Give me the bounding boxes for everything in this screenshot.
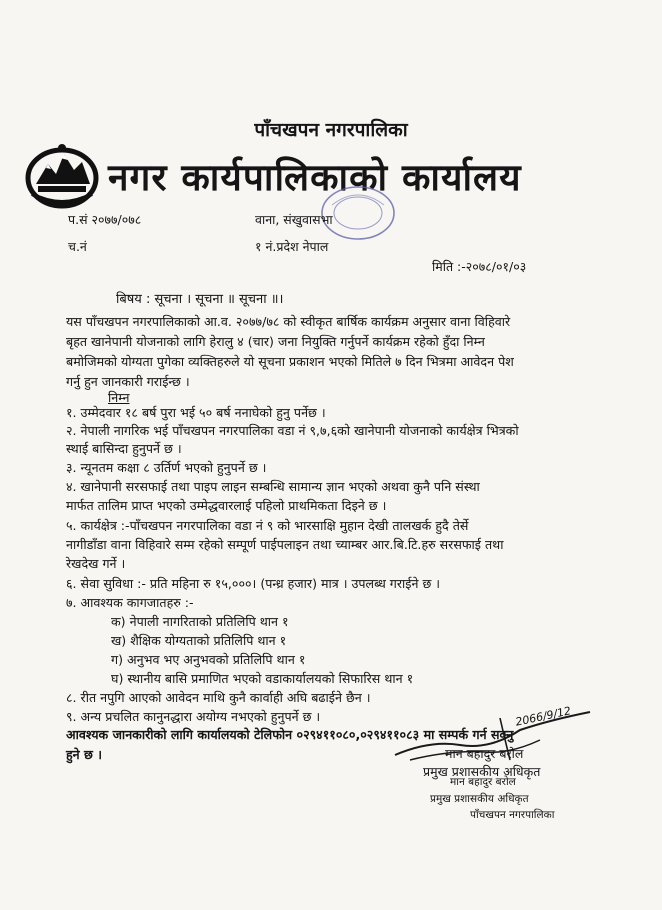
list-item: मार्फत तालिम प्राप्त भएको उम्मेद्धवारलाई पहिलो प्राथमिकता दिइने छ । xyxy=(66,498,387,513)
municipality-name: पाँचखपन नगरपालिका xyxy=(254,119,408,141)
stamp-title: प्रमुख प्रशासकीय अधिकृत xyxy=(430,793,529,805)
doc-item: ख) शैक्षिक योग्यताको प्रतिलिपि थान १ xyxy=(111,633,287,648)
intro-line: बृहत खानेपानी योजनाको लागि हेरालु ४ (चार) जना नियुक्ति गर्नुपर्ने कार्यक्रम रहेको हुँदा निम्न xyxy=(66,334,485,349)
stamp-office: पाँचखपन नगरपालिका xyxy=(470,809,555,821)
notice-date: मिति :-२०७८/०१/०३ xyxy=(432,259,527,274)
doc-item: ग) अनुभव भए अनुभवको प्रतिलिपि थान १ xyxy=(111,652,306,667)
nimna-heading: निम्न xyxy=(108,390,130,405)
dispatch-number: च.नं xyxy=(68,239,87,254)
signatory-title: प्रमुख प्रशासकीय अधिकृत xyxy=(423,764,541,779)
ref-number: प.सं २०७७/०७८ xyxy=(68,212,142,227)
address-line-2: १ नं.प्रदेश नेपाल xyxy=(255,239,329,254)
doc-item: क) नेपाली नागरिताको प्रतिलिपि थान १ xyxy=(111,614,289,629)
signature-date: 2066/9/12 xyxy=(514,704,573,729)
list-item: ५. कार्यक्षेत्र :-पाँचखपन नगरपालिका वडा नं ९ को भारसाक्षि मुहान देखी तालखर्क हुदै तेर्से xyxy=(66,518,469,533)
contact-line: हुने छ । xyxy=(66,747,103,762)
list-item: ८. रीत नपुगि आएको आवेदन माथि कुनै कार्वाही अघि बढाईने छैन । xyxy=(66,690,371,705)
list-item: स्थाई बासिन्दा हुनुपर्ने छ । xyxy=(66,441,182,456)
contact-line: आवश्यक जानकारीको लागि कार्यालयको टेलिफोन ०२९४११०८०,०२९४११०८३ मा सम्पर्क गर्न सक्नु xyxy=(66,727,514,742)
list-item: रेखदेख गर्ने । xyxy=(66,556,126,571)
intro-line: यस पाँचखपन नगरपालिकाको आ.व. २०७७/७८ को स्वीकृत बार्षिक कार्यक्रम अनुसार वाना विहिवारे xyxy=(66,314,511,329)
list-item: १. उम्मेदवार १८ बर्ष पुरा भई ५० बर्ष ननाघेको हुनु पर्नेछ । xyxy=(66,405,326,420)
nepal-emblem-icon xyxy=(22,140,102,210)
signatory-name: मान बहादुर बरोल xyxy=(445,746,524,761)
list-item: ७. आवश्यक कागजातहरु :- xyxy=(66,595,194,610)
list-item: नागीडाँडा वाना विहिवारे सम्म रहेको सम्पूर्ण पाईपलाइन तथा च्याम्बर आर.बि.टि.हरु सरसफाई तथा xyxy=(66,537,504,552)
list-item: ९. अन्य प्रचलित कानुनद्धारा अयोग्य नभएको हुनुपर्ने छ । xyxy=(66,709,321,724)
address-line-1: वाना, संखुवासभा xyxy=(255,212,333,227)
doc-item: घ) स्थानीय बासि प्रमाणित भएको वडाकार्यालयको सिफारिस थान १ xyxy=(111,671,414,686)
subject-line: बिषय : सूचना । सूचना ॥ सूचना ॥। xyxy=(116,292,284,307)
list-item: ४. खानेपानी सरसफाई तथा पाइप लाइन सम्बन्धि सामान्य ज्ञान भएको अथवा कुनै पनि संस्था xyxy=(66,479,480,494)
intro-line: बमोजिमको योग्यता पुगेका व्यक्तिहरुले यो सूचना प्रकाशन भएको मितिले ७ दिन भित्रमा आवेदन पेश xyxy=(66,354,514,369)
list-item: २. नेपाली नागरिक भई पाँचखपन नगरपालिका वडा नं ९,७,६को खानेपानी योजनाको कार्यक्षेत्र भित्रको xyxy=(66,423,519,438)
stamp-name: मान बहादुर बरोल xyxy=(450,776,516,788)
intro-line: गर्नु हुन जानकारी गराईन्छ । xyxy=(66,374,190,389)
office-title: नगर कार्यपालिकाको कार्यालय xyxy=(108,156,522,199)
list-item: ३. न्यूनतम कक्षा ८ उर्तिर्ण भएको हुनुपर्ने छ । xyxy=(66,460,267,475)
list-item: ६. सेवा सुविधा :- प्रति महिना रु १५,०००। (पन्ध्र हजार) मात्र । उपलब्ध गराईने छ । xyxy=(66,576,441,591)
